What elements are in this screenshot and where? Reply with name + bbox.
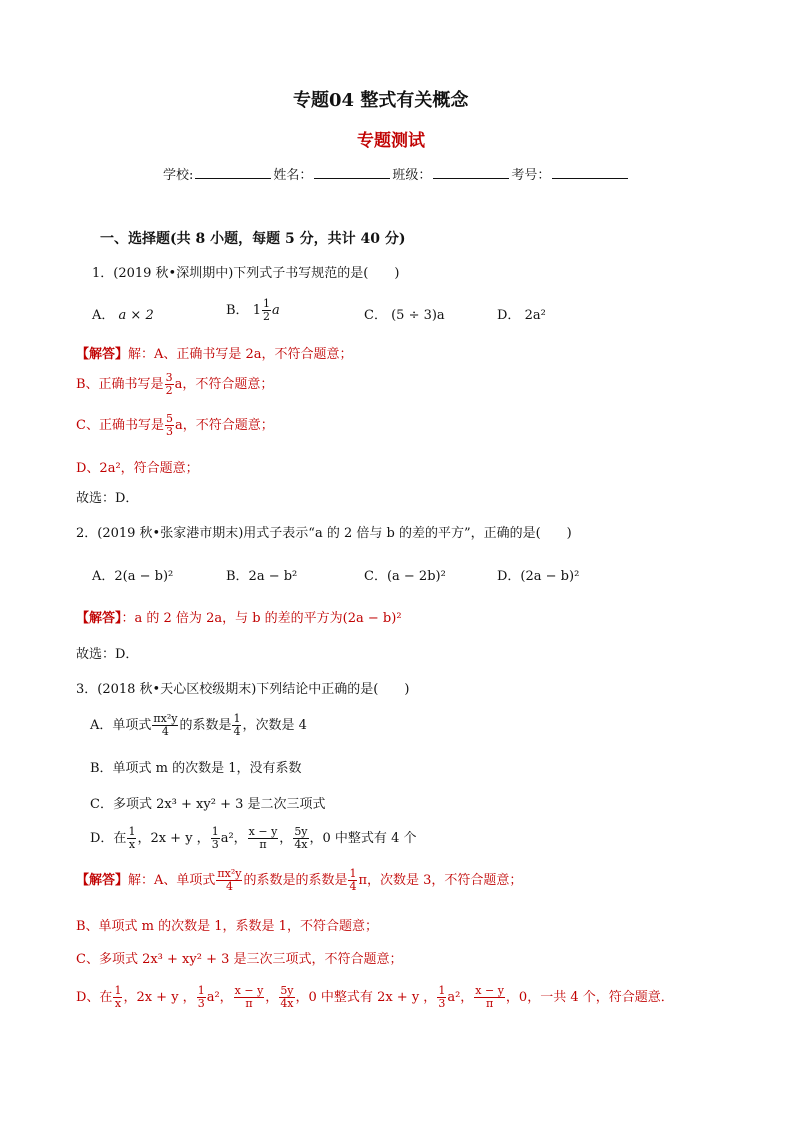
page-title: 专题04 整式有关概念 xyxy=(293,90,469,111)
q3-answer-line-4: D、在 $\frac{1}{x}$ ，2x + y ， $\frac{1}{3}$ a²， $\frac{x - y}{\pi}$ ， $\frac{5y}{4x}$ ，0 中整式有 2x + y ， $\frac{1}{3}$ a²， $\frac{x - y}{\pi}$ ，0，一共 4 个，符合题意． xyxy=(76,984,674,1010)
class-blank[interactable] xyxy=(433,166,509,179)
school-blank[interactable] xyxy=(195,166,271,179)
q3-option-a: A．单项式 $\frac{\text{πx²y}}{4}$ 的系数是 $\frac{1}{4}$ ，次数是 4 xyxy=(90,712,307,738)
q1-option-c: C． (5 ÷ 3)a xyxy=(364,308,445,323)
page-subtitle: 专题测试 xyxy=(357,131,425,151)
q3-option-b: B．单项式 m 的次数是 1，没有系数 xyxy=(90,761,302,776)
q1-stem: 1．(2019 秋•深圳期中)下列式子书写规范的是( ) xyxy=(92,266,400,281)
name-blank[interactable] xyxy=(314,166,390,179)
school-label: 学校: xyxy=(163,168,194,183)
q3-stem: 3．(2018 秋•天心区校级期末)下列结论中正确的是( ) xyxy=(76,682,410,697)
q1-choice: 故选：D． xyxy=(76,491,139,506)
q3-answer-line-2: B、单项式 m 的次数是 1，系数是 1，不符合题意； xyxy=(76,919,378,934)
exam-no-blank[interactable] xyxy=(552,166,628,179)
q3-answer-line-3: C、多项式 2x³ + xy² + 3 是三次三项式，不符合题意； xyxy=(76,952,403,967)
q2-answer: 【解答】：a 的 2 倍为 2a，与 b 的差的平方为(2a − b)² xyxy=(76,611,402,626)
q1-option-d: D． 2a² xyxy=(497,308,546,323)
class-label: 班级： xyxy=(392,168,432,183)
q2-option-b: B．2a − b² xyxy=(226,569,298,584)
q1-option-b: B． 1 $\frac{1}{2}$ a xyxy=(226,297,280,323)
q2-option-c: C．(a − 2b)² xyxy=(364,569,446,584)
q1-answer-line-3: C、正确书写是 $\frac{5}{3}$ a，不符合题意； xyxy=(76,412,274,438)
q3-answer-line-1: 【解答】解：A、单项式 $\frac{\text{πx²y}}{4}$ 的系数是的系数是 $\frac{1}{4}$ π，次数是 3，不符合题意； xyxy=(76,867,523,893)
q1-answer-line-4: D、2a²，符合题意； xyxy=(76,461,199,476)
name-label: 姓名： xyxy=(273,168,313,183)
q1-answer-line-2: B、正确书写是 $\frac{3}{2}$ a，不符合题意； xyxy=(76,371,274,397)
q1-answer-line-1: 【解答】解：A、正确书写是 2a，不符合题意； xyxy=(76,347,353,362)
q3-option-d: D．在 $\frac{1}{x}$ ，2x + y ， $\frac{1}{3}$ a²， $\frac{x - y}{\pi}$ ， $\frac{5y}{4x}$ ，0 中整式有 4 个 xyxy=(90,825,417,851)
q2-stem: 2．(2019 秋•张家港市期末)用式子表示“a 的 2 倍与 b 的差的平方”，正确的是( ) xyxy=(76,526,572,541)
q2-choice: 故选：D． xyxy=(76,647,139,662)
q2-option-d: D．(2a − b)² xyxy=(497,569,580,584)
q1-option-a: A． a × 2 xyxy=(92,308,154,323)
q2-option-a: A．2(a − b)² xyxy=(92,569,174,584)
exam-no-label: 考号： xyxy=(511,168,551,183)
section-heading: 一、选择题(共 8 小题，每题 5 分，共计 40 分) xyxy=(100,231,406,247)
student-info-line xyxy=(163,164,630,183)
q3-option-c: C．多项式 2x³ + xy² + 3 是二次三项式 xyxy=(90,797,326,812)
